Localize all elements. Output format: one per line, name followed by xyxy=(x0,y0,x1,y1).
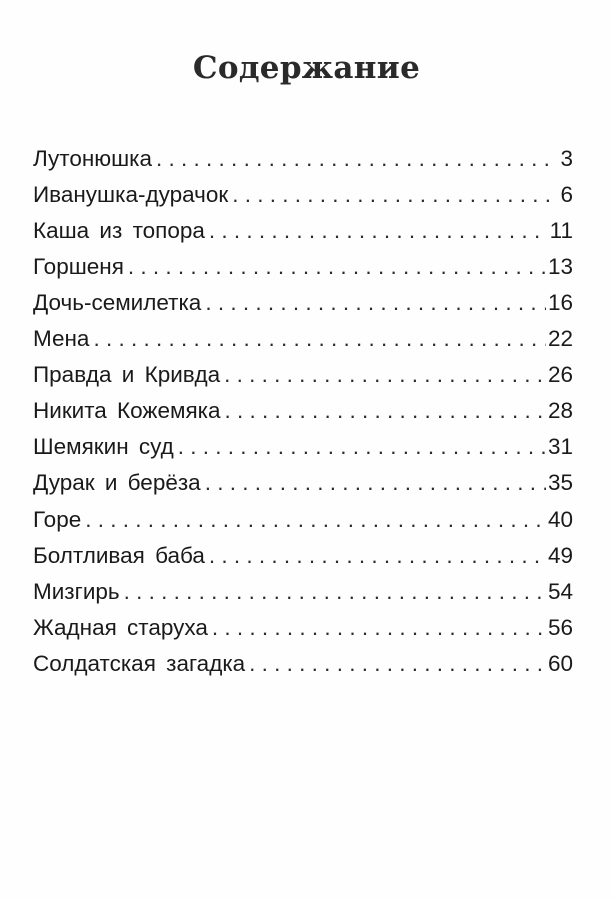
toc-entry-title: Лутонюшка xyxy=(33,145,153,171)
toc-entry xyxy=(33,495,573,531)
toc-entry xyxy=(33,278,573,314)
toc-entry-title: Шемякин суд xyxy=(33,434,174,460)
toc-leader-dots xyxy=(207,545,546,568)
toc-entry-title: Болтливая баба xyxy=(33,542,205,568)
toc-entry-title: Дурак и берёза xyxy=(33,470,201,496)
toc-leader-dots xyxy=(203,292,546,315)
toc-entry-page: 3 xyxy=(557,148,573,171)
toc-entry-title: Солдатская загадка xyxy=(33,650,246,676)
toc-leader-dots xyxy=(126,256,546,279)
toc-entry-title: Никита Кожемяка xyxy=(33,398,221,424)
toc-entry-title: Жадная старуха xyxy=(33,614,208,640)
toc-entry-title: Дочь-семилетка xyxy=(33,289,202,315)
toc-entry xyxy=(33,423,573,459)
toc-leader-dots xyxy=(222,364,546,387)
toc-entry-title: Иванушка-дурачок xyxy=(33,181,229,207)
toc-leader-dots xyxy=(176,436,546,459)
toc-entry-title: Горе xyxy=(33,506,82,532)
toc-entry-page: 13 xyxy=(547,253,573,279)
toc-entry-title: Мизгирь xyxy=(33,578,120,604)
toc-leader-dots xyxy=(210,617,546,640)
toc-entry-page: 54 xyxy=(547,578,573,604)
toc-entry xyxy=(33,170,573,206)
page-title: Содержание xyxy=(192,50,421,86)
toc-entry xyxy=(33,567,573,603)
toc-entry-page: 22 xyxy=(547,326,573,352)
toc-leader-dots xyxy=(247,653,546,676)
toc-entry xyxy=(33,387,573,423)
toc-entry xyxy=(33,314,573,350)
toc-entry-page: 31 xyxy=(547,434,573,460)
toc-leader-dots xyxy=(122,581,546,604)
toc-entry xyxy=(33,351,573,387)
toc-entry-title: Правда и Кривда xyxy=(33,362,221,388)
toc-entry-title: Мена xyxy=(33,326,90,352)
toc-entry-page: 56 xyxy=(547,614,573,640)
toc-leader-dots xyxy=(207,220,548,243)
toc-leader-dots xyxy=(91,328,546,351)
toc-entry-page: 11 xyxy=(549,217,573,243)
toc-entry-page: 16 xyxy=(547,289,573,315)
toc-entry-page: 28 xyxy=(547,398,573,424)
table-of-contents xyxy=(33,134,573,675)
toc-entry-page: 40 xyxy=(547,506,573,532)
toc-entry-title: Горшеня xyxy=(33,253,124,279)
toc-entry xyxy=(33,531,573,567)
toc-leader-dots xyxy=(222,400,545,423)
toc-entry-page: 49 xyxy=(547,542,573,568)
toc-leader-dots xyxy=(154,148,557,171)
toc-leader-dots xyxy=(230,184,557,207)
toc-entry xyxy=(33,242,573,278)
toc-entry-page: 6 xyxy=(557,184,573,207)
toc-entry-page: 26 xyxy=(547,362,573,388)
toc-entry-page: 35 xyxy=(547,470,573,496)
toc-entry xyxy=(33,459,573,495)
toc-entry xyxy=(33,639,573,675)
toc-entry xyxy=(33,206,573,242)
toc-leader-dots xyxy=(203,472,546,495)
toc-entry-page: 60 xyxy=(547,650,573,676)
toc-entry xyxy=(33,603,573,639)
toc-leader-dots xyxy=(83,509,546,532)
toc-entry xyxy=(33,134,573,170)
toc-entry-title: Каша из топора xyxy=(33,217,205,243)
